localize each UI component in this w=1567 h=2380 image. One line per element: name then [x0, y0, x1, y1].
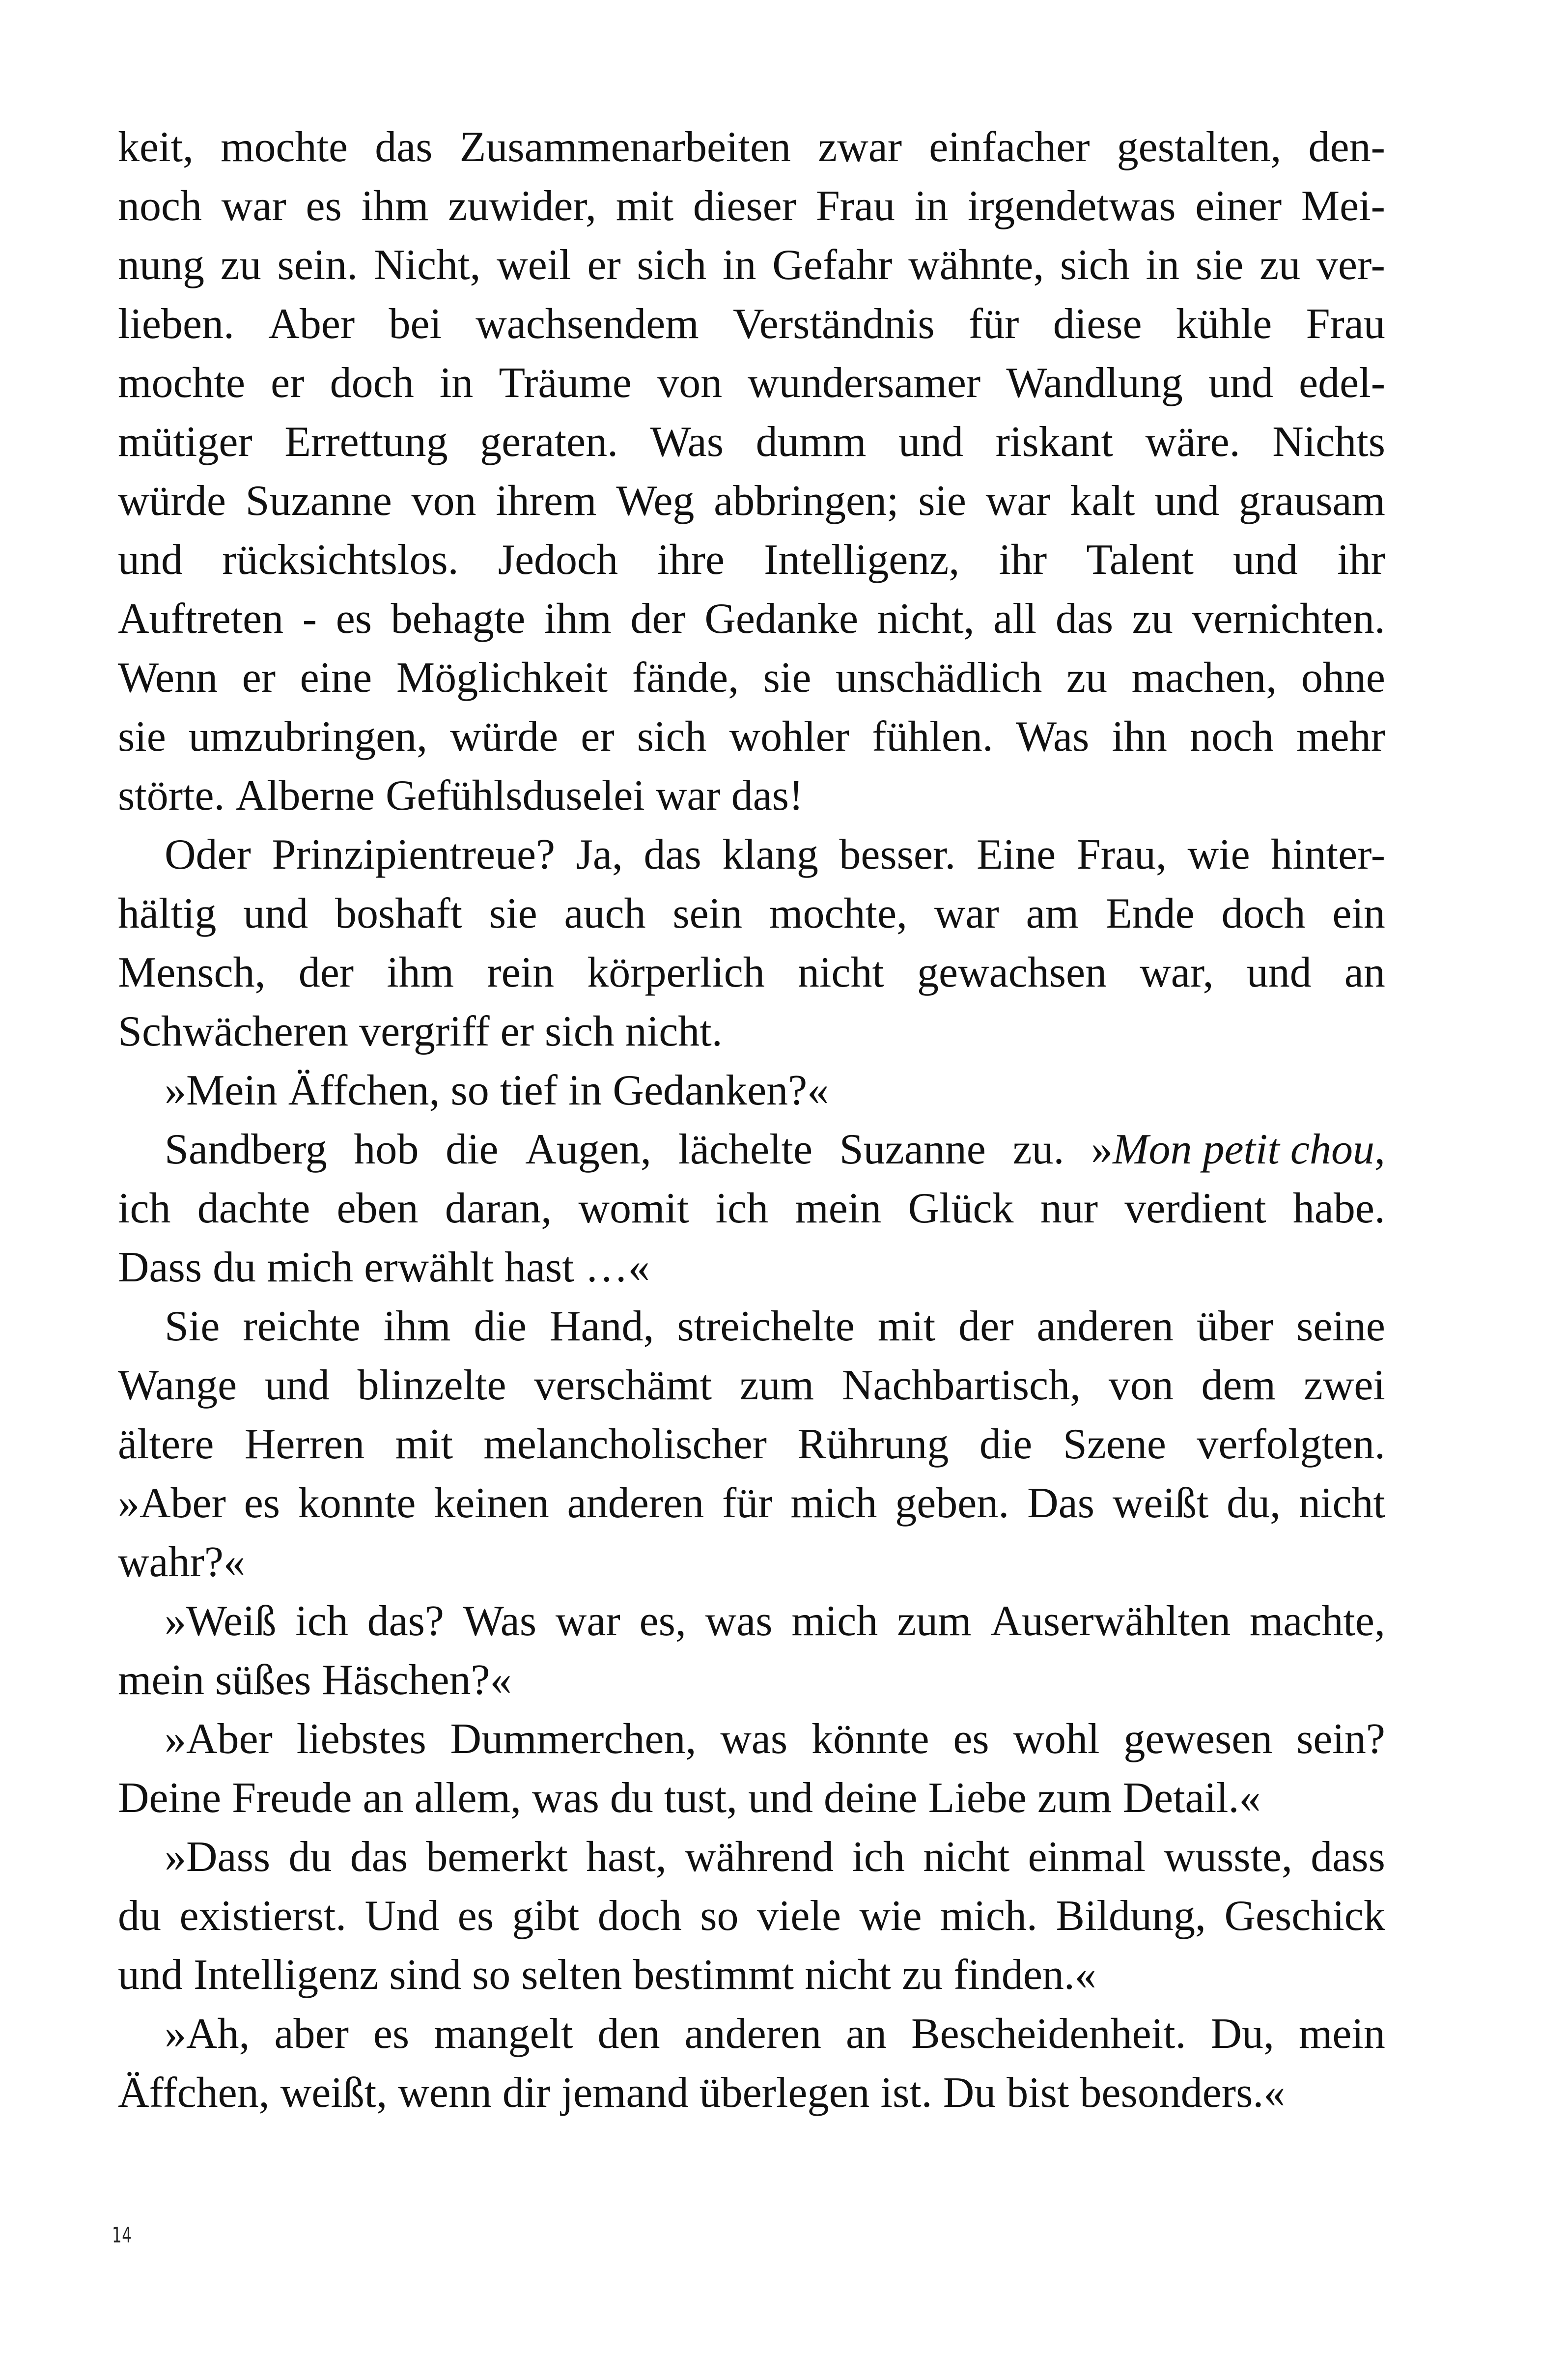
- text-line: wahr?«: [118, 1538, 245, 1586]
- text-line: mütiger Errettung geraten. Was dumm und riskant wäre. Nichts: [118, 418, 1385, 466]
- text-line: nung zu sein. Nicht, weil er sich in Gefahr wähnte, sich in sie zu ver-: [118, 241, 1385, 289]
- text-line: hältig und boshaft sie auch sein mochte, war am Ende doch ein: [118, 890, 1385, 937]
- text-line: »Dass du das bemerkt hast, während ich nicht einmal wusste, dass: [165, 1833, 1385, 1881]
- text-line: Auftreten - es behagte ihm der Gedanke nicht, all das zu vernichten.: [118, 595, 1385, 643]
- text-line: Sie reichte ihm die Hand, streichelte mit der anderen über seine: [165, 1303, 1385, 1350]
- text-line: Deine Freude an allem, was du tust, und deine Liebe zum Detail.«: [118, 1774, 1261, 1822]
- page-number: 14: [112, 2223, 132, 2248]
- text-line: ich dachte eben daran, womit ich mein Glück nur verdient habe.: [118, 1185, 1385, 1232]
- text-line: »Ah, aber es mangelt den anderen an Bescheidenheit. Du, mein: [165, 2010, 1385, 2058]
- text-line: »Aber liebstes Dummerchen, was könnte es wohl gewesen sein?: [165, 1715, 1385, 1763]
- text-line: mein süßes Häschen?«: [118, 1656, 512, 1704]
- text-line: keit, mochte das Zusammenarbeiten zwar einfacher gestalten, den-: [118, 123, 1385, 171]
- text-line: sie umzubringen, würde er sich wohler fühlen. Was ihn noch mehr: [118, 713, 1385, 761]
- text-line: Sandberg hob die Augen, lächelte Suzanne zu. »Mon petit chou,: [165, 1126, 1385, 1173]
- text-line: noch war es ihm zuwider, mit dieser Frau in irgendetwas einer Mei-: [118, 182, 1385, 230]
- text-line: »Aber es konnte keinen anderen für mich geben. Das weißt du, nicht: [118, 1479, 1385, 1527]
- text-line: Dass du mich erwählt hast …«: [118, 1244, 650, 1291]
- text-line: Äffchen, weißt, wenn dir jemand überlegen ist. Du bist besonders.«: [118, 2069, 1286, 2117]
- text-line: und Intelligenz sind so selten bestimmt nicht zu finden.«: [118, 1951, 1096, 1999]
- text-line: störte. Alberne Gefühlsduselei war das!: [118, 772, 804, 820]
- body-text: [118, 118, 1385, 2123]
- text-line: »Weiß ich das? Was war es, was mich zum Auserwählten machte,: [165, 1597, 1385, 1645]
- text-line: und rücksichtslos. Jedoch ihre Intelligenz, ihr Talent und ihr: [118, 536, 1385, 584]
- text-line: Wange und blinzelte verschämt zum Nachbartisch, von dem zwei: [118, 1361, 1385, 1409]
- text-line: ältere Herren mit melancholischer Rührung die Szene verfolgten.: [118, 1420, 1385, 1468]
- text-line: Schwächeren vergriff er sich nicht.: [118, 1008, 723, 1055]
- text-line: Wenn er eine Möglichkeit fände, sie unschädlich zu machen, ohne: [118, 654, 1385, 702]
- text-line: »Mein Äffchen, so tief in Gedanken?«: [165, 1067, 829, 1114]
- text-line: mochte er doch in Träume von wundersamer Wandlung und edel-: [118, 359, 1385, 407]
- text-line: Mensch, der ihm rein körperlich nicht gewachsen war, und an: [118, 949, 1385, 996]
- text-line: würde Suzanne von ihrem Weg abbringen; sie war kalt und grausam: [118, 477, 1385, 525]
- text-line: Oder Prinzipientreue? Ja, das klang besser. Eine Frau, wie hinter-: [165, 831, 1385, 878]
- text-line: du existierst. Und es gibt doch so viele wie mich. Bildung, Geschick: [118, 1892, 1385, 1940]
- text-line: lieben. Aber bei wachsendem Verständnis für diese kühle Frau: [118, 300, 1385, 348]
